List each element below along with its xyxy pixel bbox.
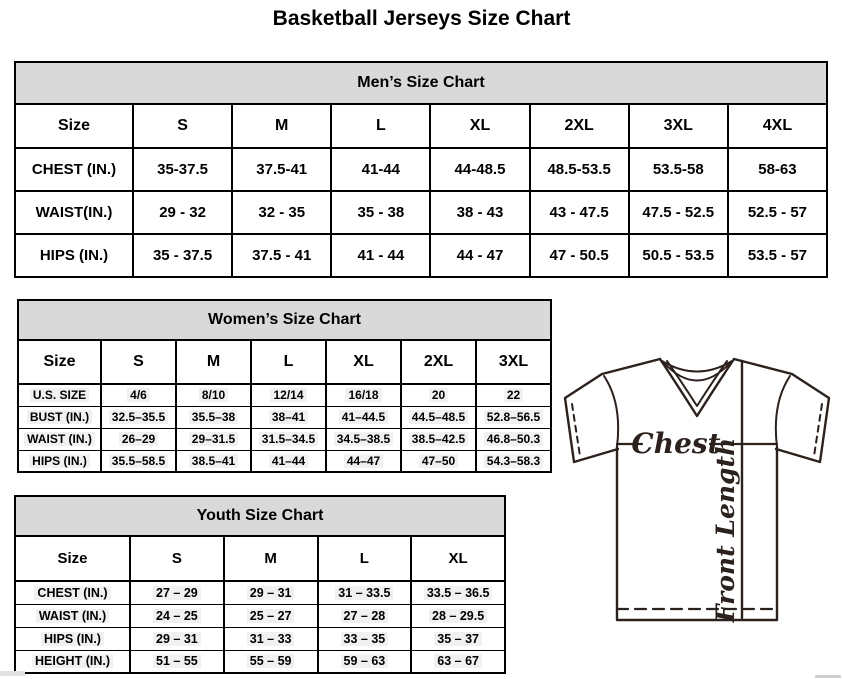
row-label: WAIST (IN.) bbox=[18, 428, 101, 450]
column-header: XL bbox=[326, 340, 401, 384]
table-cell: 44.5–48.5 bbox=[401, 406, 476, 428]
table-cell: 41–44.5 bbox=[326, 406, 401, 428]
womens-size-table bbox=[17, 299, 552, 473]
table-cell: 54.3–58.3 bbox=[476, 450, 551, 472]
column-header: XL bbox=[430, 104, 529, 148]
column-header: M bbox=[232, 104, 331, 148]
table-cell: 32 - 35 bbox=[232, 191, 331, 234]
column-header: Size bbox=[15, 104, 133, 148]
table-row bbox=[18, 406, 551, 428]
table-cell: 31.5–34.5 bbox=[251, 428, 326, 450]
table-cell: 33 – 35 bbox=[318, 627, 412, 650]
row-label: CHEST (IN.) bbox=[15, 581, 130, 604]
column-header: M bbox=[224, 536, 318, 581]
table-cell: 43 - 47.5 bbox=[530, 191, 629, 234]
row-label: U.S. SIZE bbox=[18, 384, 101, 406]
table-row bbox=[15, 191, 827, 234]
table-cell: 25 – 27 bbox=[224, 604, 318, 627]
table-cell: 41-44 bbox=[331, 148, 430, 191]
row-label: HEIGHT (IN.) bbox=[15, 650, 130, 673]
table-cell: 26–29 bbox=[101, 428, 176, 450]
table-row bbox=[15, 148, 827, 191]
jersey-body-outline bbox=[617, 447, 777, 620]
row-label: HIPS (IN.) bbox=[15, 234, 133, 277]
column-header: 2XL bbox=[401, 340, 476, 384]
table-cell: 51 – 55 bbox=[130, 650, 224, 673]
table-cell: 35.5–58.5 bbox=[101, 450, 176, 472]
table-cell: 31 – 33.5 bbox=[318, 581, 412, 604]
table-cell: 12/14 bbox=[251, 384, 326, 406]
chest-label: Chest bbox=[631, 427, 721, 460]
column-header: L bbox=[251, 340, 326, 384]
row-label: WAIST(IN.) bbox=[15, 191, 133, 234]
table-cell: 22 bbox=[476, 384, 551, 406]
table-cell: 63 – 67 bbox=[411, 650, 505, 673]
table-cell: 32.5–35.5 bbox=[101, 406, 176, 428]
table-cell: 50.5 - 53.5 bbox=[629, 234, 728, 277]
table-cell: 20 bbox=[401, 384, 476, 406]
jersey-left-seam bbox=[604, 376, 618, 447]
table-cell: 29–31.5 bbox=[176, 428, 251, 450]
table-row bbox=[18, 384, 551, 406]
table-cell: 29 – 31 bbox=[224, 581, 318, 604]
table-cell: 35-37.5 bbox=[133, 148, 232, 191]
table-cell: 4/6 bbox=[101, 384, 176, 406]
table-cell: 35.5–38 bbox=[176, 406, 251, 428]
table-cell: 34.5–38.5 bbox=[326, 428, 401, 450]
column-header: 4XL bbox=[728, 104, 827, 148]
table-cell: 28 – 29.5 bbox=[411, 604, 505, 627]
table-cell: 44–47 bbox=[326, 450, 401, 472]
table-cell: 35 – 37 bbox=[411, 627, 505, 650]
stray-artifact-left bbox=[0, 671, 25, 676]
table-cell: 35 - 37.5 bbox=[133, 234, 232, 277]
table-row bbox=[15, 604, 505, 627]
jersey-diagram bbox=[558, 352, 842, 628]
column-header: Size bbox=[18, 340, 101, 384]
table-cell: 53.5 - 57 bbox=[728, 234, 827, 277]
table-cell: 31 – 33 bbox=[224, 627, 318, 650]
table-cell: 53.5-58 bbox=[629, 148, 728, 191]
table-row bbox=[18, 428, 551, 450]
row-label: HIPS (IN.) bbox=[15, 627, 130, 650]
column-header: S bbox=[130, 536, 224, 581]
table-cell: 38.5–42.5 bbox=[401, 428, 476, 450]
table-cell: 52.8–56.5 bbox=[476, 406, 551, 428]
table-cell: 47.5 - 52.5 bbox=[629, 191, 728, 234]
table-cell: 46.8–50.3 bbox=[476, 428, 551, 450]
column-header: 3XL bbox=[476, 340, 551, 384]
table-cell: 55 – 59 bbox=[224, 650, 318, 673]
stray-artifact-right bbox=[815, 675, 841, 678]
youth-size-table bbox=[14, 495, 506, 674]
table-cell: 8/10 bbox=[176, 384, 251, 406]
table-cell: 44 - 47 bbox=[430, 234, 529, 277]
row-label: BUST (IN.) bbox=[18, 406, 101, 428]
table-cell: 58-63 bbox=[728, 148, 827, 191]
table-cell: 59 – 63 bbox=[318, 650, 412, 673]
table-cell: 41 - 44 bbox=[331, 234, 430, 277]
table-cell: 37.5-41 bbox=[232, 148, 331, 191]
table-cell: 24 – 25 bbox=[130, 604, 224, 627]
jersey-right-seam bbox=[776, 376, 790, 447]
row-label: HIPS (IN.) bbox=[18, 450, 101, 472]
table-cell: 35 - 38 bbox=[331, 191, 430, 234]
column-header: S bbox=[133, 104, 232, 148]
table-cell: 27 – 29 bbox=[130, 581, 224, 604]
column-header: L bbox=[331, 104, 430, 148]
table-cell: 16/18 bbox=[326, 384, 401, 406]
section-title: Youth Size Chart bbox=[15, 496, 505, 536]
mens-size-table bbox=[14, 61, 828, 278]
jersey-right-sleeve bbox=[734, 359, 829, 462]
section-title: Men’s Size Chart bbox=[15, 62, 827, 104]
table-cell: 38–41 bbox=[251, 406, 326, 428]
table-cell: 38 - 43 bbox=[430, 191, 529, 234]
column-header: Size bbox=[15, 536, 130, 581]
row-label: CHEST (IN.) bbox=[15, 148, 133, 191]
table-cell: 29 - 32 bbox=[133, 191, 232, 234]
column-header: 3XL bbox=[629, 104, 728, 148]
column-header: S bbox=[101, 340, 176, 384]
table-cell: 37.5 - 41 bbox=[232, 234, 331, 277]
front-length-label: Front Length bbox=[711, 437, 740, 623]
column-header: M bbox=[176, 340, 251, 384]
table-cell: 48.5-53.5 bbox=[530, 148, 629, 191]
table-cell: 44-48.5 bbox=[430, 148, 529, 191]
page-title: Basketball Jerseys Size Chart bbox=[272, 7, 571, 30]
table-row bbox=[15, 627, 505, 650]
table-cell: 27 – 28 bbox=[318, 604, 412, 627]
table-row bbox=[15, 234, 827, 277]
table-cell: 33.5 – 36.5 bbox=[411, 581, 505, 604]
table-cell: 38.5–41 bbox=[176, 450, 251, 472]
table-cell: 47 - 50.5 bbox=[530, 234, 629, 277]
row-label: WAIST (IN.) bbox=[15, 604, 130, 627]
table-cell: 29 – 31 bbox=[130, 627, 224, 650]
column-header: L bbox=[318, 536, 412, 581]
table-row bbox=[18, 450, 551, 472]
column-header: 2XL bbox=[530, 104, 629, 148]
table-cell: 52.5 - 57 bbox=[728, 191, 827, 234]
section-title: Women’s Size Chart bbox=[18, 300, 551, 340]
table-row bbox=[15, 650, 505, 673]
column-header: XL bbox=[411, 536, 505, 581]
table-cell: 41–44 bbox=[251, 450, 326, 472]
table-row bbox=[15, 581, 505, 604]
table-cell: 47–50 bbox=[401, 450, 476, 472]
